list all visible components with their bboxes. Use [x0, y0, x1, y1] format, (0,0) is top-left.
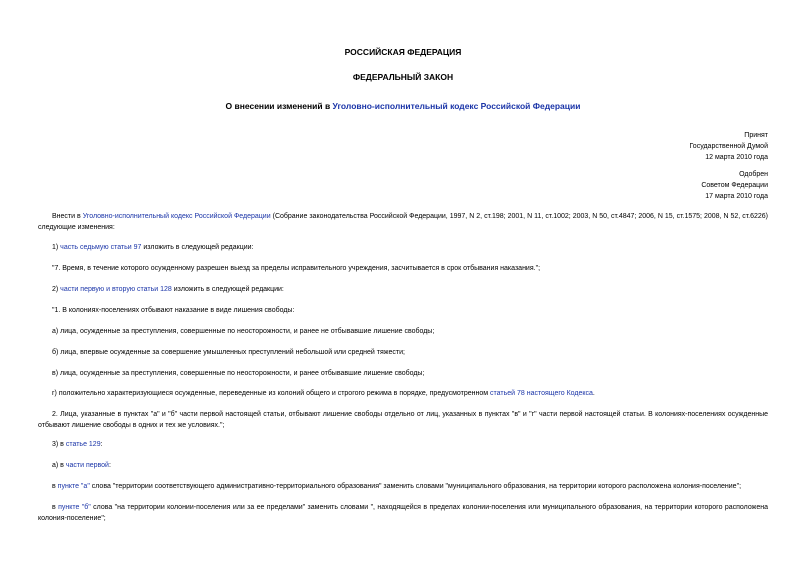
intro-suffix: (Собрание законодательства Российской Федерации, 1997, N 2, ст.198; 2001, N 11, ст.1002; 2003, N 50, ст.4847; 2006, N 15, ст.1575; 2008, N 52, ст.6226) следующие изменения:: [38, 213, 768, 231]
item-g-prefix: г) положительно характеризующиеся осужденные, переведенные из колоний общего и строгого режима в порядке, предусмотренном: [52, 390, 490, 397]
item3-prefix: 3) в: [52, 441, 66, 448]
item1-paragraph: [38, 243, 768, 252]
part-one-link[interactable]: части первой: [65, 462, 109, 469]
sub2-prefix: в: [52, 504, 59, 511]
part1-item-b: б) лица, впервые осужденные за совершение умышленных преступлений небольшой или средней тяжести;: [52, 349, 405, 356]
part1-item-g: [38, 389, 768, 398]
item3-paragraph: [38, 440, 768, 449]
item1-prefix: 1): [52, 244, 61, 251]
sub1-paragraph: [38, 482, 768, 491]
adopted-line1: Принят: [744, 132, 768, 139]
adopted-block: [689, 130, 768, 163]
approved-line1: Одобрен: [739, 171, 768, 178]
part1-item-a: а) лица, осужденные за преступления, совершенные по неосторожности, и ранее не отбывавшие лишение свободы;: [52, 328, 435, 335]
item3a-prefix: а) в: [52, 462, 66, 469]
law-title-code-link[interactable]: Уголовно-исполнительный кодекс Российской Федерации: [332, 101, 581, 111]
article-129-link[interactable]: статье 129: [65, 441, 101, 448]
intro-prefix: Внести в: [52, 213, 83, 220]
part1-item-v: в) лица, осужденные за преступления, совершенные по неосторожности, и ранее отбывавшие лишение свободы;: [52, 370, 425, 377]
approved-block: [701, 169, 768, 202]
item1-text: "7. Время, в течение которого осужденному разрешен выезд за пределы исправительного учреждения, засчитывается в срок отбывания наказания.";: [52, 265, 541, 272]
law-type-heading: ФЕДЕРАЛЬНЫЙ ЗАКОН: [352, 72, 454, 82]
item3-suffix: :: [100, 441, 103, 448]
item3a-paragraph: [38, 461, 768, 470]
sub2-suffix: слова "на территории колонии-поселения или за ее пределами" заменить словами ", находящейся в пределах колонии-поселения или муниципального образования, на территории которого расположена колония-поселение";: [38, 504, 768, 522]
item2-suffix: изложить в следующей редакции:: [171, 286, 284, 293]
item1-link[interactable]: часть седьмую статьи 97: [60, 244, 142, 251]
sub1-prefix: в: [52, 483, 58, 490]
item2-paragraph: [38, 285, 768, 294]
law-title: [38, 101, 768, 111]
adopted-line3: 12 марта 2010 года: [705, 154, 768, 161]
item2-link[interactable]: части первую и вторую статьи 128: [60, 286, 172, 293]
law-title-prefix: О внесении изменений в: [225, 101, 333, 111]
point-b-link[interactable]: пункте "б": [58, 504, 91, 511]
item-g-suffix: .: [592, 390, 595, 397]
sub2-paragraph: [38, 502, 768, 524]
approved-line2: Советом Федерации: [701, 182, 768, 189]
adopted-line2: Государственной Думой: [689, 143, 768, 150]
sub1-suffix: слова "территории соответствующего административно-территориального образования" заменить словами "муниципального образования, на территории которого расположена колония-поселение";: [89, 483, 742, 490]
part1-intro: "1. В колониях-поселениях отбывают наказание в виде лишения свободы:: [52, 307, 295, 314]
part2-paragraph: 2. Лица, указанные в пунктах "а" и "б" части первой настоящей статьи, отбывают лишение свободы отдельно от лиц, указанных в пунктах "в" и "г" части первой настоящей статьи. В колониях-поселениях осужденные отбывают лишение свободы в одних и тех же условиях.";: [38, 411, 768, 429]
item3a-suffix: :: [108, 462, 111, 469]
point-a-link[interactable]: пункте "а": [57, 483, 90, 490]
intro-paragraph: [38, 211, 768, 233]
article-78-link[interactable]: статьей 78 настоящего Кодекса: [490, 390, 593, 397]
approved-line3: 17 марта 2010 года: [705, 193, 768, 200]
item2-prefix: 2): [52, 286, 61, 293]
federation-heading: РОССИЙСКАЯ ФЕДЕРАЦИЯ: [344, 47, 462, 57]
item1-suffix: изложить в следующей редакции:: [141, 244, 254, 251]
intro-code-link[interactable]: Уголовно-исполнительный кодекс Российской Федерации: [82, 213, 271, 220]
